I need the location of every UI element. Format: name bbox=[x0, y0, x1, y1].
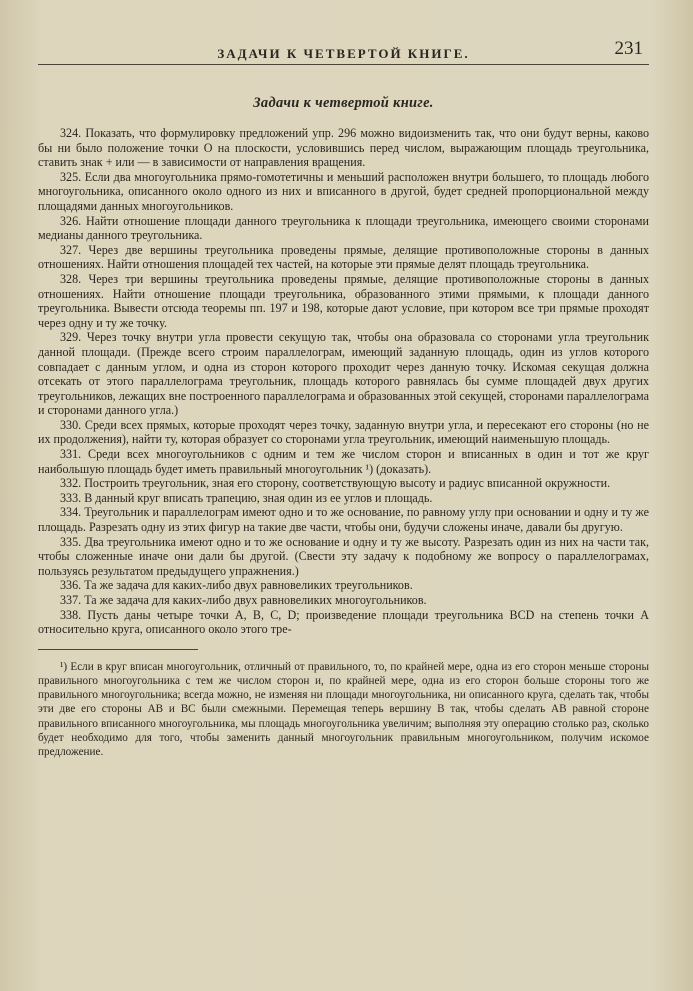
problem-329: 329. Через точку внутри угла провести секущую так, чтобы она образовала со сторонами угла треугольник данной площади. (Прежде всего строим параллелограм, имеющий заданную площадь, один из углов которого совпадает с данным углом, и одна из сторон которого проходит через данную точку. Искомая секущая должна отсекать от этого параллелограма треугольник, площадь которого равнялась бы сумме площадей двух других треугольников, лежащих вне построенного параллелограма и образованных этой секущей, сторонами параллелограма и сторонами данного угла.) bbox=[38, 330, 649, 418]
running-head: ЗАДАЧИ К ЧЕТВЕРТОЙ КНИГЕ. bbox=[217, 46, 470, 61]
footnote-separator bbox=[38, 649, 198, 650]
page-header bbox=[38, 38, 649, 65]
problem-326: 326. Найти отношение площади данного треугольника к площади треугольника, имеющего своими сторонами медианы данного треугольника. bbox=[38, 213, 649, 243]
page-number: 231 bbox=[614, 38, 643, 59]
problem-337: 337. Та же задача для каких-либо двух равновеликих многоугольников. bbox=[60, 593, 427, 607]
problem-331: 331. Среди всех многоугольников с одним и тем же числом сторон и вписанных в один и тот же круг наибольшую площадь будет иметь правильный многоугольник ¹) (доказать). bbox=[38, 447, 649, 476]
section-title: Задачи к четвертой книге. bbox=[253, 95, 434, 111]
problem-list bbox=[38, 126, 649, 637]
problem-335: 335. Два треугольника имеют одно и то же основание и одну и ту же высоту. Разрезать один из них на части так, чтобы сложенные иначе они дали бы другой. (Свести эту задачу к подобному же вопросу о параллелограмах, пользуясь результатом предыдущего упражнения.) bbox=[38, 534, 649, 578]
problem-333: 333. В данный круг вписать трапецию, зная один из ее углов и площадь. bbox=[60, 490, 433, 505]
problem-328: 328. Через три вершины треугольника проведены прямые, делящие противоположные стороны в данных отношениях. Найти отношение площади треугольника, образованного этими прямыми, к площади данного треугольника. Вывести отсюда теоремы пп. 197 и 198, которые дают условие, при котором все три прямые проходят через одну и ту же точку. bbox=[38, 271, 649, 330]
problem-324: 324. Показать, что формулировку предложений упр. 296 можно видоизменить так, что они будут верны, каково бы ни было положение точки O на плоскости, условившись перед числом, выражающим площадь треугольника, ставить знак + или — в зависимости от направления вращения. bbox=[38, 126, 649, 170]
problem-327: 327. Через две вершины треугольника проведены прямые, делящие противоположные стороны в данных отношениях. Найти отношения площадей тех частей, на которые эти прямые делят площадь треугольника. bbox=[38, 242, 649, 272]
problem-334: 334. Треугольник и параллелограм имеют одно и то же основание, по равному углу при основании и одну и ту же площадь. Разрезать одну из этих фигур на такие две части, чтобы они, будучи сложены иначе, давали бы другую. bbox=[38, 505, 649, 535]
problem-332: 332. Построить треугольник, зная его сторону, соответствующую высоту и радиус вписанной окружности. bbox=[60, 476, 611, 491]
problem-338: 338. Пусть даны четыре точки A, B, C, D; произведение площади треугольника BCD на степень точки A относительно круга, описанного около этого тре- bbox=[38, 607, 649, 637]
footnote: ¹) Если в круг вписан многоугольник, отличный от правильного, то, по крайней мере, одна из его сторон меньше стороны правильного многоугольника с тем же числом сторон и, по крайней мере, одна из его сторон больше стороны того же правильного многоугольника; всегда можно, не изменяя ни площади многоугольника, ни описанного круга, сделать так, чтобы эти две его стороны AB и BC были смежными. Перемещая теперь вершину B так, чтобы сделать AB равной стороне правильного вписанного многоугольника, мы площадь многоугольника увеличим; выполняя эту операцию столько раз, сколько будет необходимо для того, чтобы заменить данный многоугольник правильным многоугольником, получим искомое предложение. bbox=[38, 660, 649, 758]
problem-336: 336. Та же задача для каких-либо двух равновеликих треугольников. bbox=[60, 578, 413, 593]
problem-330: 330. Среди всех прямых, которые проходят через точку, заданную внутри угла, и пересекают его стороны (но не их продолжения), найти ту, которая образует со сторонами угла треугольник, имеющий наименьшую площадь. bbox=[38, 417, 649, 447]
problem-325: 325. Если два многоугольника прямо-гомотетичны и меньший расположен внутри большего, то площадь любого многоугольника, описанного около одного из них и вписанного в другой, будет средней пропорциональной между площадями данных многоугольников. bbox=[38, 169, 649, 213]
